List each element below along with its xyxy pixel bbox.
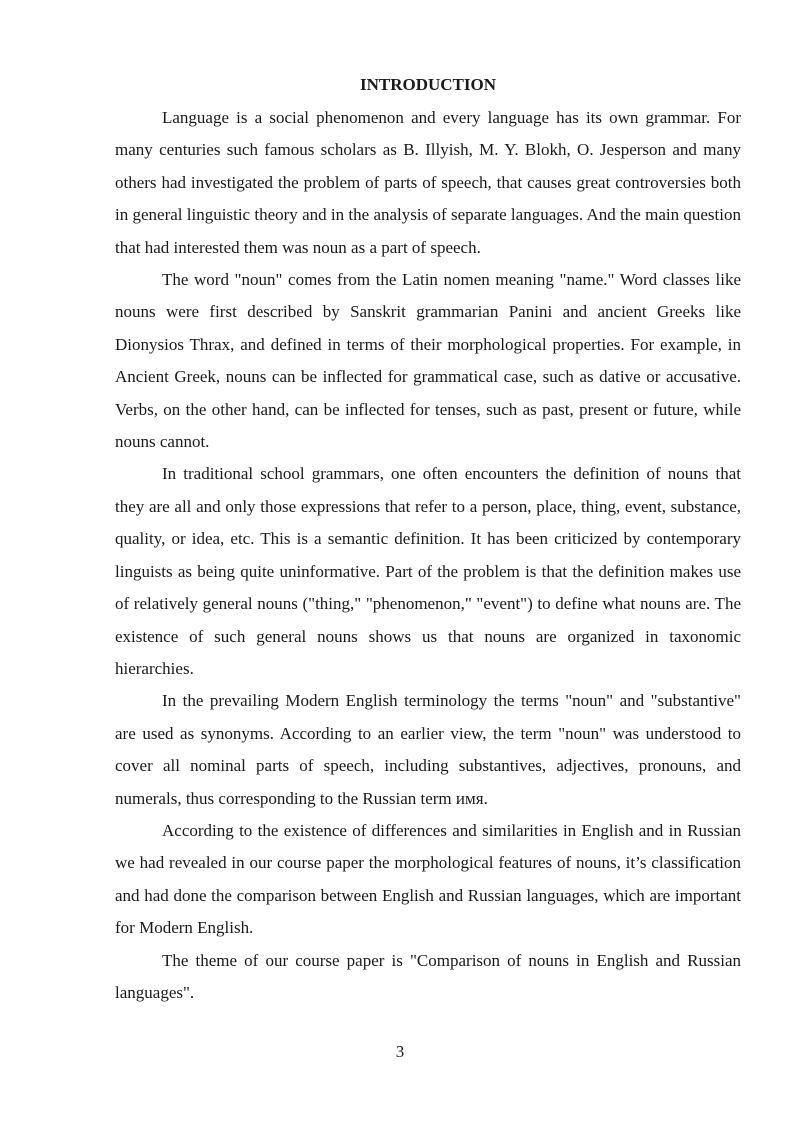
paragraph-course-paper-scope: According to the existence of differences and similarities in English and in Russian we had revealed in our course paper the morphological features of nouns, it’s classification and had done the comparison between English and Russian languages, which are important for Modern English. [115,820,741,938]
paragraph-semantic-definition: In traditional school grammars, one often encounters the definition of nouns that they are all and only those expressions that refer to a person, place, thing, event, substance, quality, or idea, etc. This is a semantic definition. It has been criticized by contemporary linguists as being quite uninformative. Part of the problem is that the definition makes use of relatively general nouns ("thing," "phenomenon," "event") to define what nouns are. The existence of such general nouns shows us that nouns are organized in taxonomic hierarchies. [115,464,741,678]
document-page [115,74,741,1009]
paragraph-theme: The theme of our course paper is "Comparison of nouns in English and Russian languages". [115,950,741,1002]
paragraph-noun-etymology: The word "noun" comes from the Latin nomen meaning "name." Word classes like nouns were first described by Sanskrit grammarian Panini and ancient Greeks like Dionysios Thrax, and defined in terms of their morphological properties. For example, in Ancient Greek, nouns can be inflected for grammatical case, such as dative or accusative. Verbs, on the other hand, can be inflected for tenses, such as past, present or future, while nouns cannot. [115,270,741,452]
page-number: 3 [395,1042,405,1061]
paragraph-intro-language: Language is a social phenomenon and every language has its own grammar. For many centuries such famous scholars as B. Illyish, M. Y. Blokh, O. Jesperson and many others had investigated the problem of parts of speech, that causes great controversies both in general linguistic theory and in the analysis of separate languages. And the main question that had interested them was noun as a part of speech. [115,108,741,257]
section-heading: INTRODUCTION [359,75,497,94]
paragraph-terminology: In the prevailing Modern English terminology the terms "noun" and "substantive" are used as synonyms. According to an earlier view, the term "noun" was understood to cover all nominal parts of speech, including substantives, adjectives, pronouns, and numerals, thus corresponding to the Russian term имя. [115,691,741,808]
